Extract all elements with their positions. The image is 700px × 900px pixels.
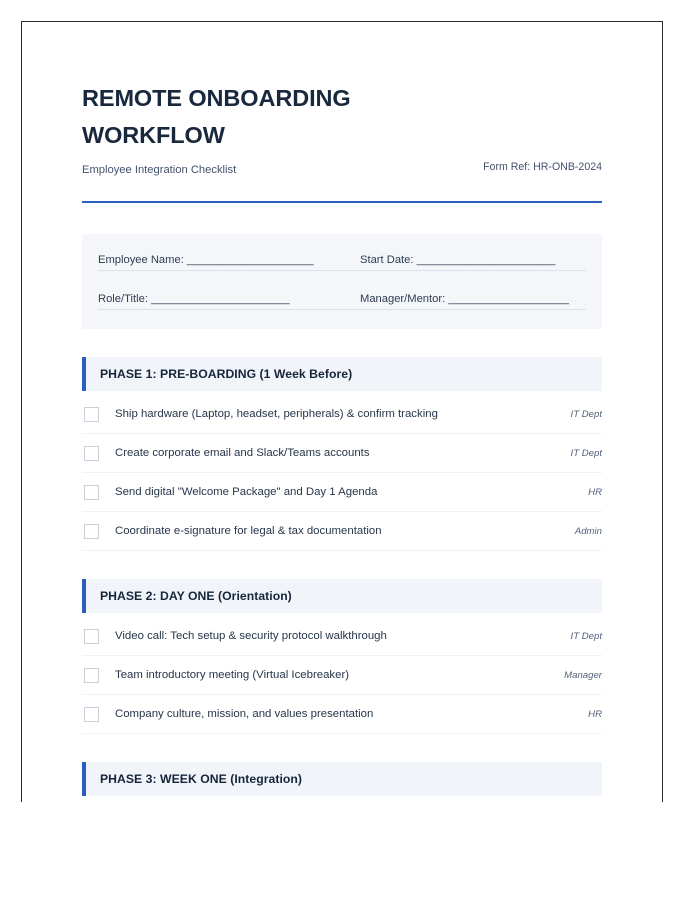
form-reference: Form Ref: HR-ONB-2024	[483, 161, 602, 173]
header-left-group	[82, 80, 412, 179]
task-owner: IT Dept	[570, 447, 602, 459]
task-label: Company culture, mission, and values presentation	[115, 707, 374, 720]
task-row[interactable]	[82, 695, 602, 734]
task-label: Ship hardware (Laptop, headset, peripherals) & confirm tracking	[115, 407, 438, 420]
document-page	[21, 21, 663, 802]
info-row	[98, 254, 586, 271]
task-checkbox[interactable]	[84, 524, 99, 539]
task-row[interactable]	[82, 395, 602, 434]
employee-name-field[interactable]	[98, 254, 342, 271]
task-checkbox[interactable]	[84, 668, 99, 683]
task-label: Send digital "Welcome Package" and Day 1 Agenda	[115, 485, 378, 498]
info-row	[98, 293, 586, 310]
task-checkbox[interactable]	[84, 485, 99, 500]
task-owner: Manager	[564, 669, 602, 681]
page-title: REMOTE ONBOARDING WORKFLOW	[82, 85, 351, 148]
manager-mentor-label: Manager/Mentor:	[360, 293, 446, 306]
task-owner: HR	[588, 486, 602, 498]
task-label: Create corporate email and Slack/Teams accounts	[115, 446, 370, 459]
phase-section	[82, 579, 602, 734]
employee-name-input[interactable]: _____________________	[186, 254, 314, 267]
employee-name-label: Employee Name:	[98, 254, 184, 267]
phase-header: PHASE 3: WEEK ONE (Integration)	[82, 762, 602, 796]
phases-container	[22, 357, 662, 796]
task-checkbox[interactable]	[84, 707, 99, 722]
employee-info-box	[82, 234, 602, 329]
task-checkbox[interactable]	[84, 407, 99, 422]
start-date-field[interactable]	[342, 254, 586, 271]
document-header	[22, 22, 662, 179]
phase-header: PHASE 2: DAY ONE (Orientation)	[82, 579, 602, 613]
task-list	[82, 395, 602, 551]
document-body	[22, 22, 662, 800]
task-owner: IT Dept	[570, 630, 602, 642]
task-label: Team introductory meeting (Virtual Icebreaker)	[115, 668, 350, 681]
task-row[interactable]	[82, 473, 602, 512]
manager-mentor-input[interactable]: ____________________	[448, 293, 569, 306]
task-owner: IT Dept	[570, 408, 602, 420]
task-owner: Admin	[574, 525, 602, 537]
task-row[interactable]	[82, 512, 602, 551]
task-checkbox[interactable]	[84, 629, 99, 644]
page-subtitle: Employee Integration Checklist	[82, 164, 237, 177]
task-row[interactable]	[82, 434, 602, 473]
task-label: Coordinate e-signature for legal & tax documentation	[115, 524, 382, 537]
phase-section	[82, 357, 602, 551]
task-list	[82, 617, 602, 734]
start-date-label: Start Date:	[360, 254, 414, 267]
manager-mentor-field[interactable]	[342, 293, 586, 310]
task-row[interactable]	[82, 617, 602, 656]
task-checkbox[interactable]	[84, 446, 99, 461]
role-title-input[interactable]: _______________________	[151, 293, 290, 306]
role-title-label: Role/Title:	[98, 293, 148, 306]
task-owner: HR	[588, 708, 602, 720]
start-date-input[interactable]: _______________________	[416, 254, 556, 267]
task-label: Video call: Tech setup & security protocol walkthrough	[115, 629, 387, 642]
header-divider	[82, 201, 602, 203]
role-title-field[interactable]	[98, 293, 342, 310]
phase-section	[82, 762, 602, 796]
phase-header: PHASE 1: PRE-BOARDING (1 Week Before)	[82, 357, 602, 391]
task-row[interactable]	[82, 656, 602, 695]
